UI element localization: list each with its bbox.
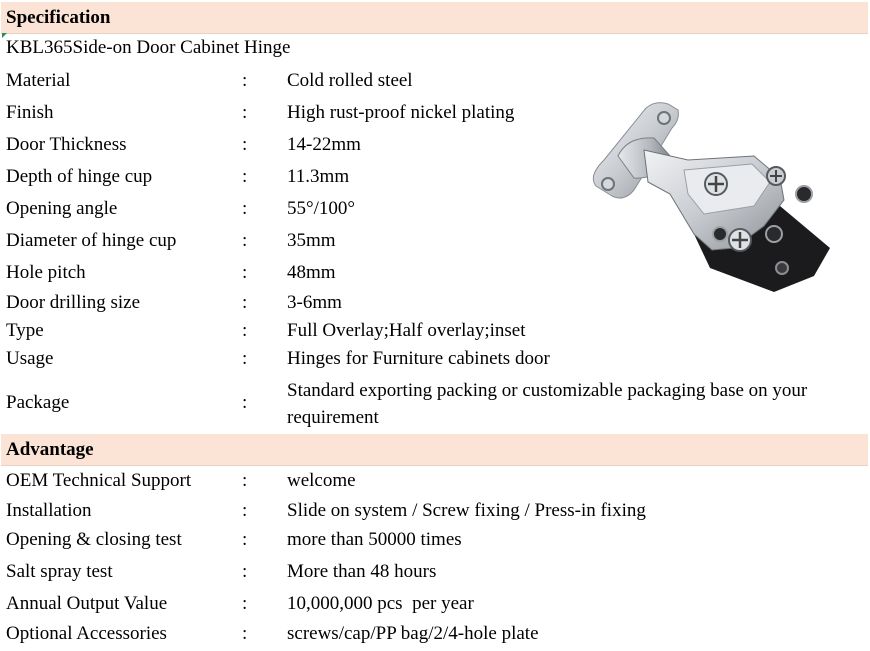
adv-colon: :	[242, 623, 248, 644]
spec-value: 48mm	[287, 262, 336, 283]
spec-label: Door Thickness	[6, 134, 127, 155]
spec-value: Cold rolled steel	[287, 70, 413, 91]
adv-label: Salt spray test	[6, 561, 113, 582]
adv-value: more than 50000 times	[287, 529, 462, 550]
spec-colon: :	[242, 292, 248, 313]
adv-colon: :	[242, 529, 248, 550]
spec-colon: :	[242, 134, 248, 155]
adv-colon: :	[242, 470, 248, 491]
adv-value: screws/cap/PP bag/2/4-hole plate	[287, 623, 539, 644]
adv-label: Annual Output Value	[6, 593, 168, 614]
spec-colon: :	[242, 392, 248, 413]
product-title: KBL365Side-on Door Cabinet Hinge	[6, 37, 291, 58]
spec-colon: :	[242, 348, 248, 369]
spec-label: Depth of hinge cup	[6, 166, 153, 187]
adv-label: Optional Accessories	[6, 623, 167, 644]
adv-label: OEM Technical Support	[6, 470, 192, 491]
spec-colon: :	[242, 230, 248, 251]
spec-label: Usage	[6, 348, 54, 369]
spec-value: Standard exporting packing or customizable packaging base on your requirement	[287, 380, 808, 428]
specification-header: Specification	[1, 2, 868, 34]
spec-colon: :	[242, 320, 248, 341]
spec-label: Diameter of hinge cup	[6, 230, 177, 251]
spec-label: Door drilling size	[6, 292, 141, 313]
adv-value: Slide on system / Screw fixing / Press-in fixing	[287, 500, 646, 521]
adv-colon: :	[242, 593, 248, 614]
spec-value: 11.3mm	[287, 166, 350, 187]
spec-colon: :	[242, 166, 248, 187]
spec-label: Type	[6, 320, 44, 341]
adv-colon: :	[242, 500, 248, 521]
spec-value: 55°/100°	[287, 198, 355, 219]
spec-colon: :	[242, 198, 248, 219]
spec-colon: :	[242, 262, 248, 283]
spec-value: Full Overlay;Half overlay;inset	[287, 320, 526, 341]
adv-value: welcome	[287, 470, 356, 491]
spec-label: Package	[6, 392, 70, 413]
spec-label: Hole pitch	[6, 262, 86, 283]
spec-value: 14-22mm	[287, 134, 361, 155]
spec-value: High rust-proof nickel plating	[287, 102, 515, 123]
cabinet-hinge-icon	[584, 98, 834, 294]
spec-value: Hinges for Furniture cabinets door	[287, 348, 550, 369]
spec-value: 35mm	[287, 230, 336, 251]
adv-label: Installation	[6, 500, 92, 521]
adv-colon: :	[242, 561, 248, 582]
advantage-header: Advantage	[1, 434, 868, 466]
spec-colon: :	[242, 102, 248, 123]
spec-colon: :	[242, 70, 248, 91]
spec-label: Opening angle	[6, 198, 118, 219]
spec-label: Finish	[6, 102, 54, 123]
spec-label: Material	[6, 70, 71, 91]
adv-value: 10,000,000 pcs per year	[287, 593, 474, 614]
adv-label: Opening & closing test	[6, 529, 182, 550]
spec-value: 3-6mm	[287, 292, 342, 313]
adv-value: More than 48 hours	[287, 561, 437, 582]
